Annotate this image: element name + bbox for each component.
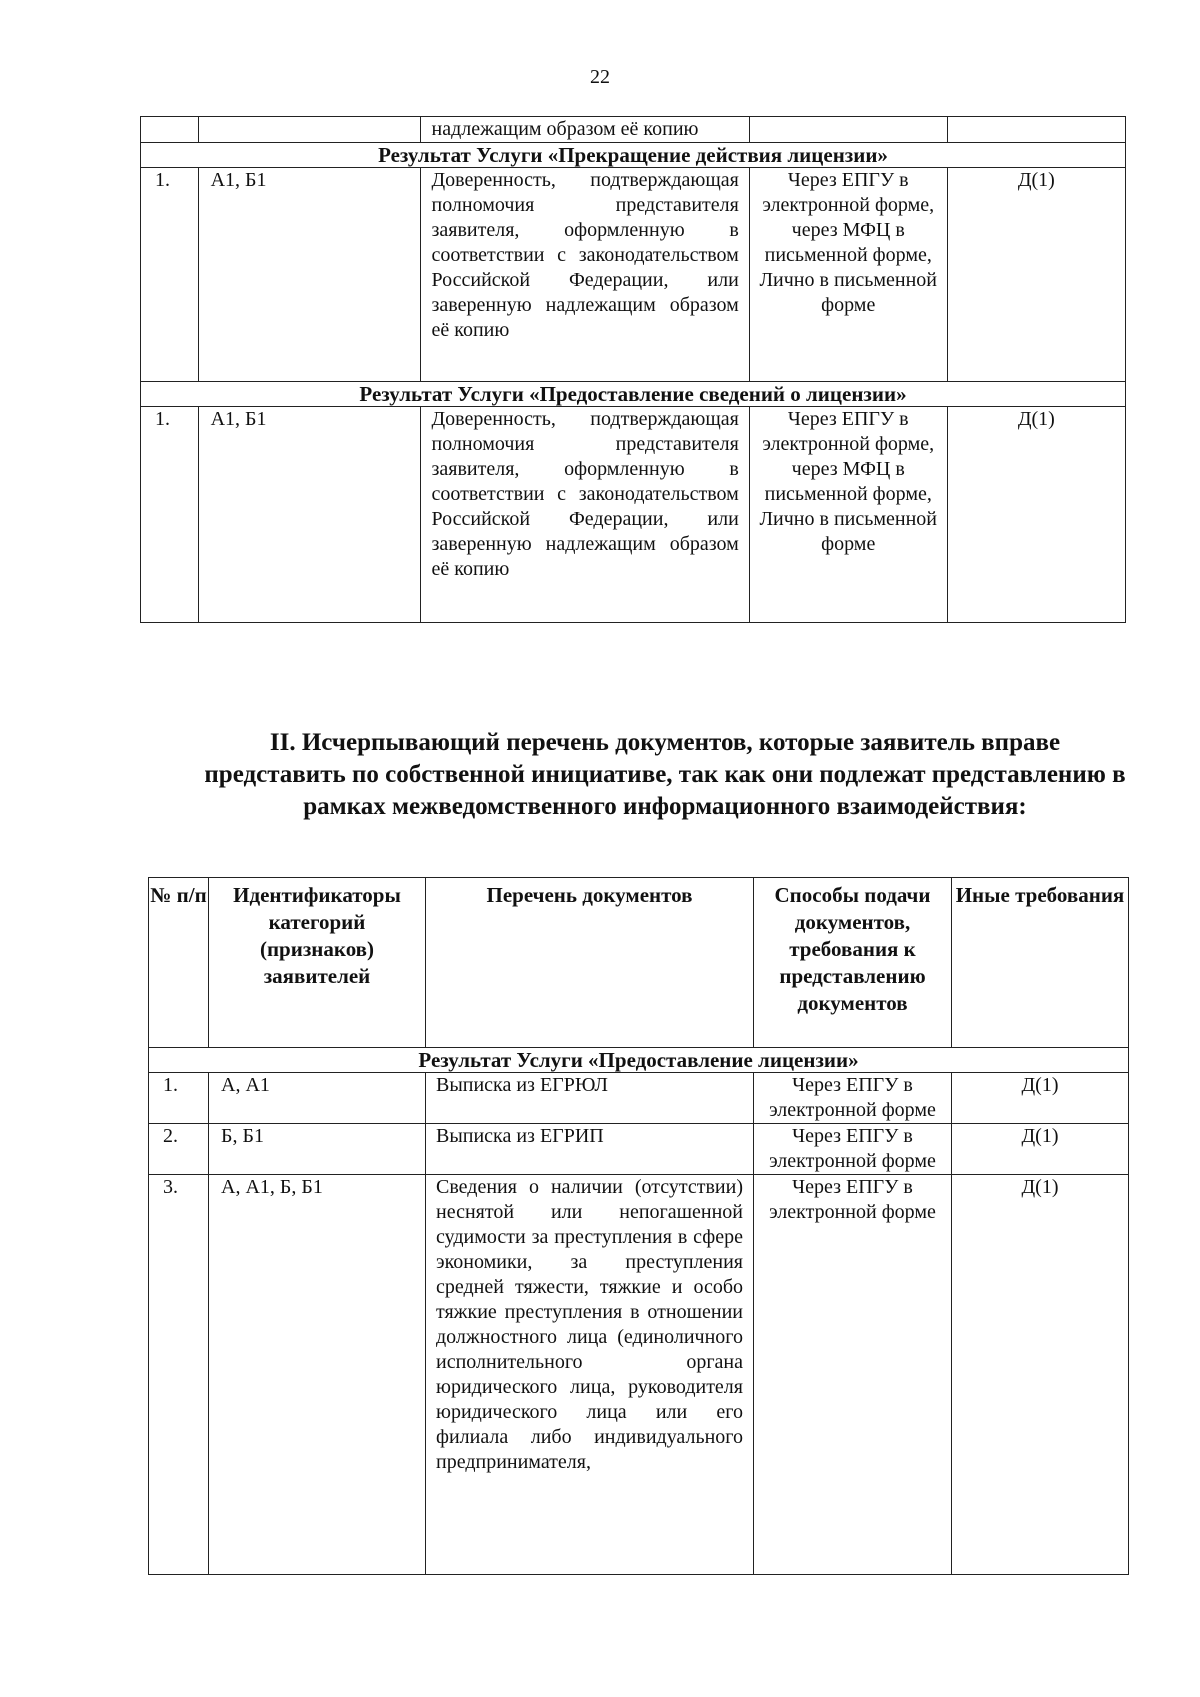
table-row <box>141 117 1126 143</box>
document-name: Доверенность, подтверждающая полномочия представителя заявителя, оформленную в соответствии с законодательством Российской Федерации, или заверенную надлежащим образом её копию <box>421 168 749 382</box>
table-row <box>149 1175 1129 1575</box>
documents-table <box>148 877 1129 1575</box>
table-row <box>141 407 1126 623</box>
submission-method: Через ЕПГУ в электронной форме <box>754 1073 952 1124</box>
category-ids: А1, Б1 <box>198 407 421 623</box>
other-requirements: Д(1) <box>952 1124 1129 1175</box>
column-header-methods: Способы подачи документов, требования к представлению документов <box>754 878 952 1048</box>
table-row <box>149 1124 1129 1175</box>
column-header-number: № п/п <box>149 878 209 1048</box>
section-heading: II. Исчерпывающий перечень документов, которые заявитель вправе представить по собственной инициативе, так как они подлежат представлению в рамках межведомственного информационного взаимодействия: <box>204 729 1126 820</box>
section-title: Результат Услуги «Прекращение действия лицензии» <box>141 143 1126 168</box>
documents-table-continued <box>140 116 1126 623</box>
submission-method: Через ЕПГУ в электронной форме, через МФЦ в письменной форме, Лично в письменной форме <box>749 168 947 382</box>
document-name: Сведения о наличии (отсутствии) неснятой или непогашенной судимости за преступления в сфере экономики, за преступления средней тяжести, тяжкие и особо тяжкие преступления в отношении должностного лица (единоличного исполнительного органа юридического лица, руководителя юридического лица или его филиала либо индивидуального предпринимателя, <box>426 1175 754 1575</box>
category-ids: Б, Б1 <box>209 1124 426 1175</box>
table-header-row <box>149 878 1129 1048</box>
row-number: 1. <box>141 168 199 382</box>
submission-method: Через ЕПГУ в электронной форме <box>754 1124 952 1175</box>
category-ids: А, А1, Б, Б1 <box>209 1175 426 1575</box>
document-name: Доверенность, подтверждающая полномочия представителя заявителя, оформленную в соответствии с законодательством Российской Федерации, или заверенную надлежащим образом её копию <box>421 407 749 623</box>
column-header-ids: Идентификаторы категорий (признаков) заявителей <box>209 878 426 1048</box>
column-header-requirements: Иные требования <box>952 878 1129 1048</box>
table-row <box>149 1073 1129 1124</box>
doc-cell: надлежащим образом её копию <box>421 117 749 143</box>
other-requirements: Д(1) <box>952 1175 1129 1575</box>
section-header-row <box>149 1048 1129 1073</box>
row-number: 2. <box>149 1124 209 1175</box>
document-name: Выписка из ЕГРЮЛ <box>426 1073 754 1124</box>
row-number: 1. <box>149 1073 209 1124</box>
column-header-documents: Перечень документов <box>426 878 754 1048</box>
section-title: Результат Услуги «Предоставление сведений о лицензии» <box>141 382 1126 407</box>
submission-method: Через ЕПГУ в электронной форме, через МФЦ в письменной форме, Лично в письменной форме <box>749 407 947 623</box>
submission-method: Через ЕПГУ в электронной форме <box>754 1175 952 1575</box>
row-number: 3. <box>149 1175 209 1575</box>
row-number: 1. <box>141 407 199 623</box>
section-header-row <box>141 382 1126 407</box>
section-header-row <box>141 143 1126 168</box>
category-ids: А1, Б1 <box>198 168 421 382</box>
document-name: Выписка из ЕГРИП <box>426 1124 754 1175</box>
table-row <box>141 168 1126 382</box>
other-requirements: Д(1) <box>947 407 1125 623</box>
section-title: Результат Услуги «Предоставление лицензии» <box>149 1048 1129 1073</box>
other-requirements: Д(1) <box>952 1073 1129 1124</box>
other-requirements: Д(1) <box>947 168 1125 382</box>
category-ids: А, А1 <box>209 1073 426 1124</box>
page-number: 22 <box>590 66 610 88</box>
